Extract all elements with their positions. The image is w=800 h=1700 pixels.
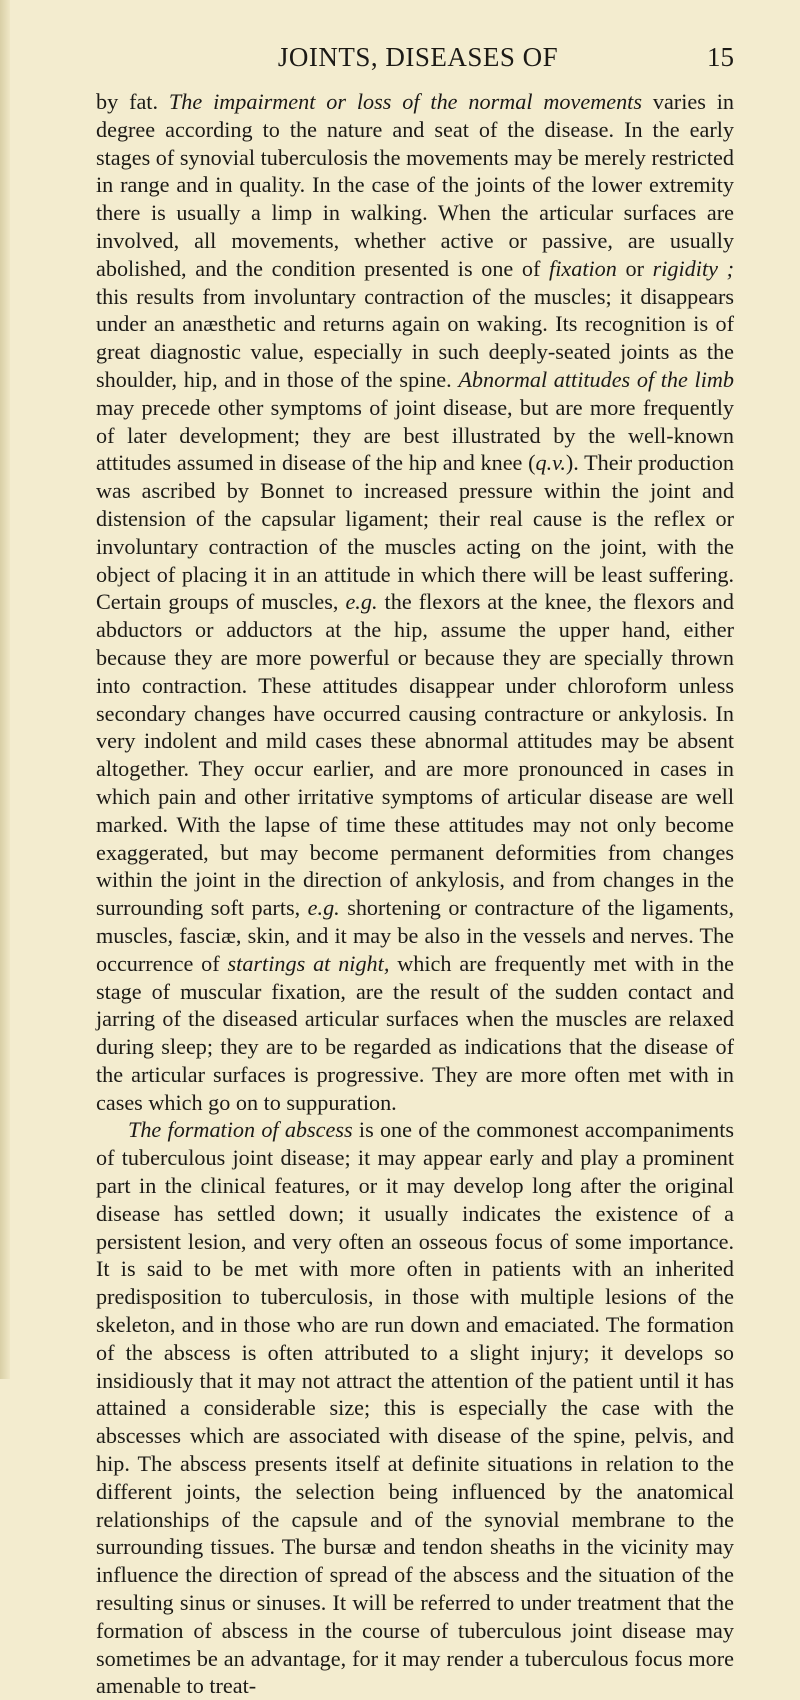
- italic-run: Abnormal attitudes of the limb: [458, 366, 734, 392]
- body-text: [96, 88, 734, 1700]
- italic-run: rigidity ;: [652, 255, 734, 281]
- page-number: 15: [707, 42, 734, 72]
- italic-run: fixation: [549, 255, 617, 281]
- italic-run: The formation of abscess: [128, 1117, 353, 1143]
- page-spine-shadow: [0, 0, 10, 1379]
- text-run: which are frequently met with in the stage of muscular fixation, are the result of the sudden contact and jarring of the diseased articular surfaces when the muscles are relaxed during sleep; they are to be regarded as indications that the disease of the articular surfaces is progressive. They are more often met with in cases which go on to suppuration.: [96, 950, 735, 1115]
- text-run: shortening or contracture of the ligaments, muscles, fasciæ, skin, and it may be also in the vessels and nerves. The occurrence of: [96, 895, 734, 976]
- italic-run: startings at night,: [227, 950, 390, 976]
- text-run: may precede other symptoms of joint disease, but are more frequently of later development; they are best illustrated by the well-known attitudes assumed in disease of the hip and knee (: [96, 394, 734, 476]
- text-run: varies in degree according to the nature and seat of the disease. In the early stages of synovial tuberculosis the movements may be merely restricted in range and in quality. In the case of the joints of the lower extremity there is usually a limp in walking. When the articular surfaces are involved, all movements, whether active or passive, are usually abolished, and the condition presented is one of: [96, 89, 734, 281]
- italic-run: q.v.: [535, 450, 566, 476]
- italic-run: The impairment or loss of the normal movements: [168, 89, 642, 114]
- text-run: this results from involuntary contraction of the muscles; it disappears under an anæsthetic and returns again on waking. Its recognition is of great diagnostic value, especially in such deeply-seated joints as the shoulder, hip, and in those of the spine.: [96, 283, 734, 392]
- paragraph-movements: [96, 88, 734, 1116]
- text-run: the flexors at the knee, the flexors and abductors or adductors at the hip, assume the upper hand, either because they are more powerful or because they are specially thrown into contraction. These attitudes disappear under chloroform unless secondary changes have occurred causing contracture or ankylosis. In very indolent and mild cases these abnormal attitudes may be absent altogether. They occur earlier, and are more pronounced in cases in which pain and other irritative symptoms of articular disease are well marked. With the lapse of time these attitudes may not only become exaggerated, but may become permanent deformities from changes within the joint in the direction of ankylosis, and from changes in the surrounding soft parts,: [96, 589, 734, 921]
- page-header: [96, 42, 740, 76]
- paragraph-abscess: [96, 1116, 734, 1700]
- italic-run: e.g.: [345, 589, 378, 615]
- text-run: is one of the commonest accompaniments of tuberculous joint disease; it may appear early and play a prominent part in the clinical features, or it may develop long after the original disease has settled down; it usually indicates the existence of a persistent lesion, and very often an osseous focus of some importance. It is said to be met with more often in patients with an inherited predisposition to tuberculosis, in those with multiple lesions of the skeleton, and in those who are run down and emaciated. The formation of the abscess is often attributed to a slight injury; it develops so insidiously that it may not attract the attention of the patient until it has attained a considerable size; this is especially the case with the abscesses which are associated with disease of the spine, pelvis, and hip. The abscess presents itself at definite situations in relation to the different joints, the selection being influenced by the anatomical relationships of the capsule and of the synovial membrane to the surrounding tissues. The bursæ and tendon sheaths in the vicinity may influence the direction of spread of the abscess and the situation of the resulting sinus or sinuses. It will be referred to under treatment that the formation of abscess in the course of tuberculous joint disease may sometimes be an advantage, for it may render a tuberculous focus more amenable to treat-: [96, 1117, 735, 1699]
- text-run: by fat.: [96, 89, 169, 114]
- text-run: or: [616, 255, 653, 281]
- text-run: ). Their production was ascribed by Bonnet to increased pressure within the joint and distension of the capsular ligament; their real cause is the reflex or involuntary contraction of the muscles acting on the joint, with the object of placing it in an attitude in which there will be least suffering. Certain groups of muscles,: [96, 450, 734, 615]
- running-title: JOINTS, DISEASES OF: [277, 42, 559, 72]
- italic-run: e.g.: [307, 895, 340, 921]
